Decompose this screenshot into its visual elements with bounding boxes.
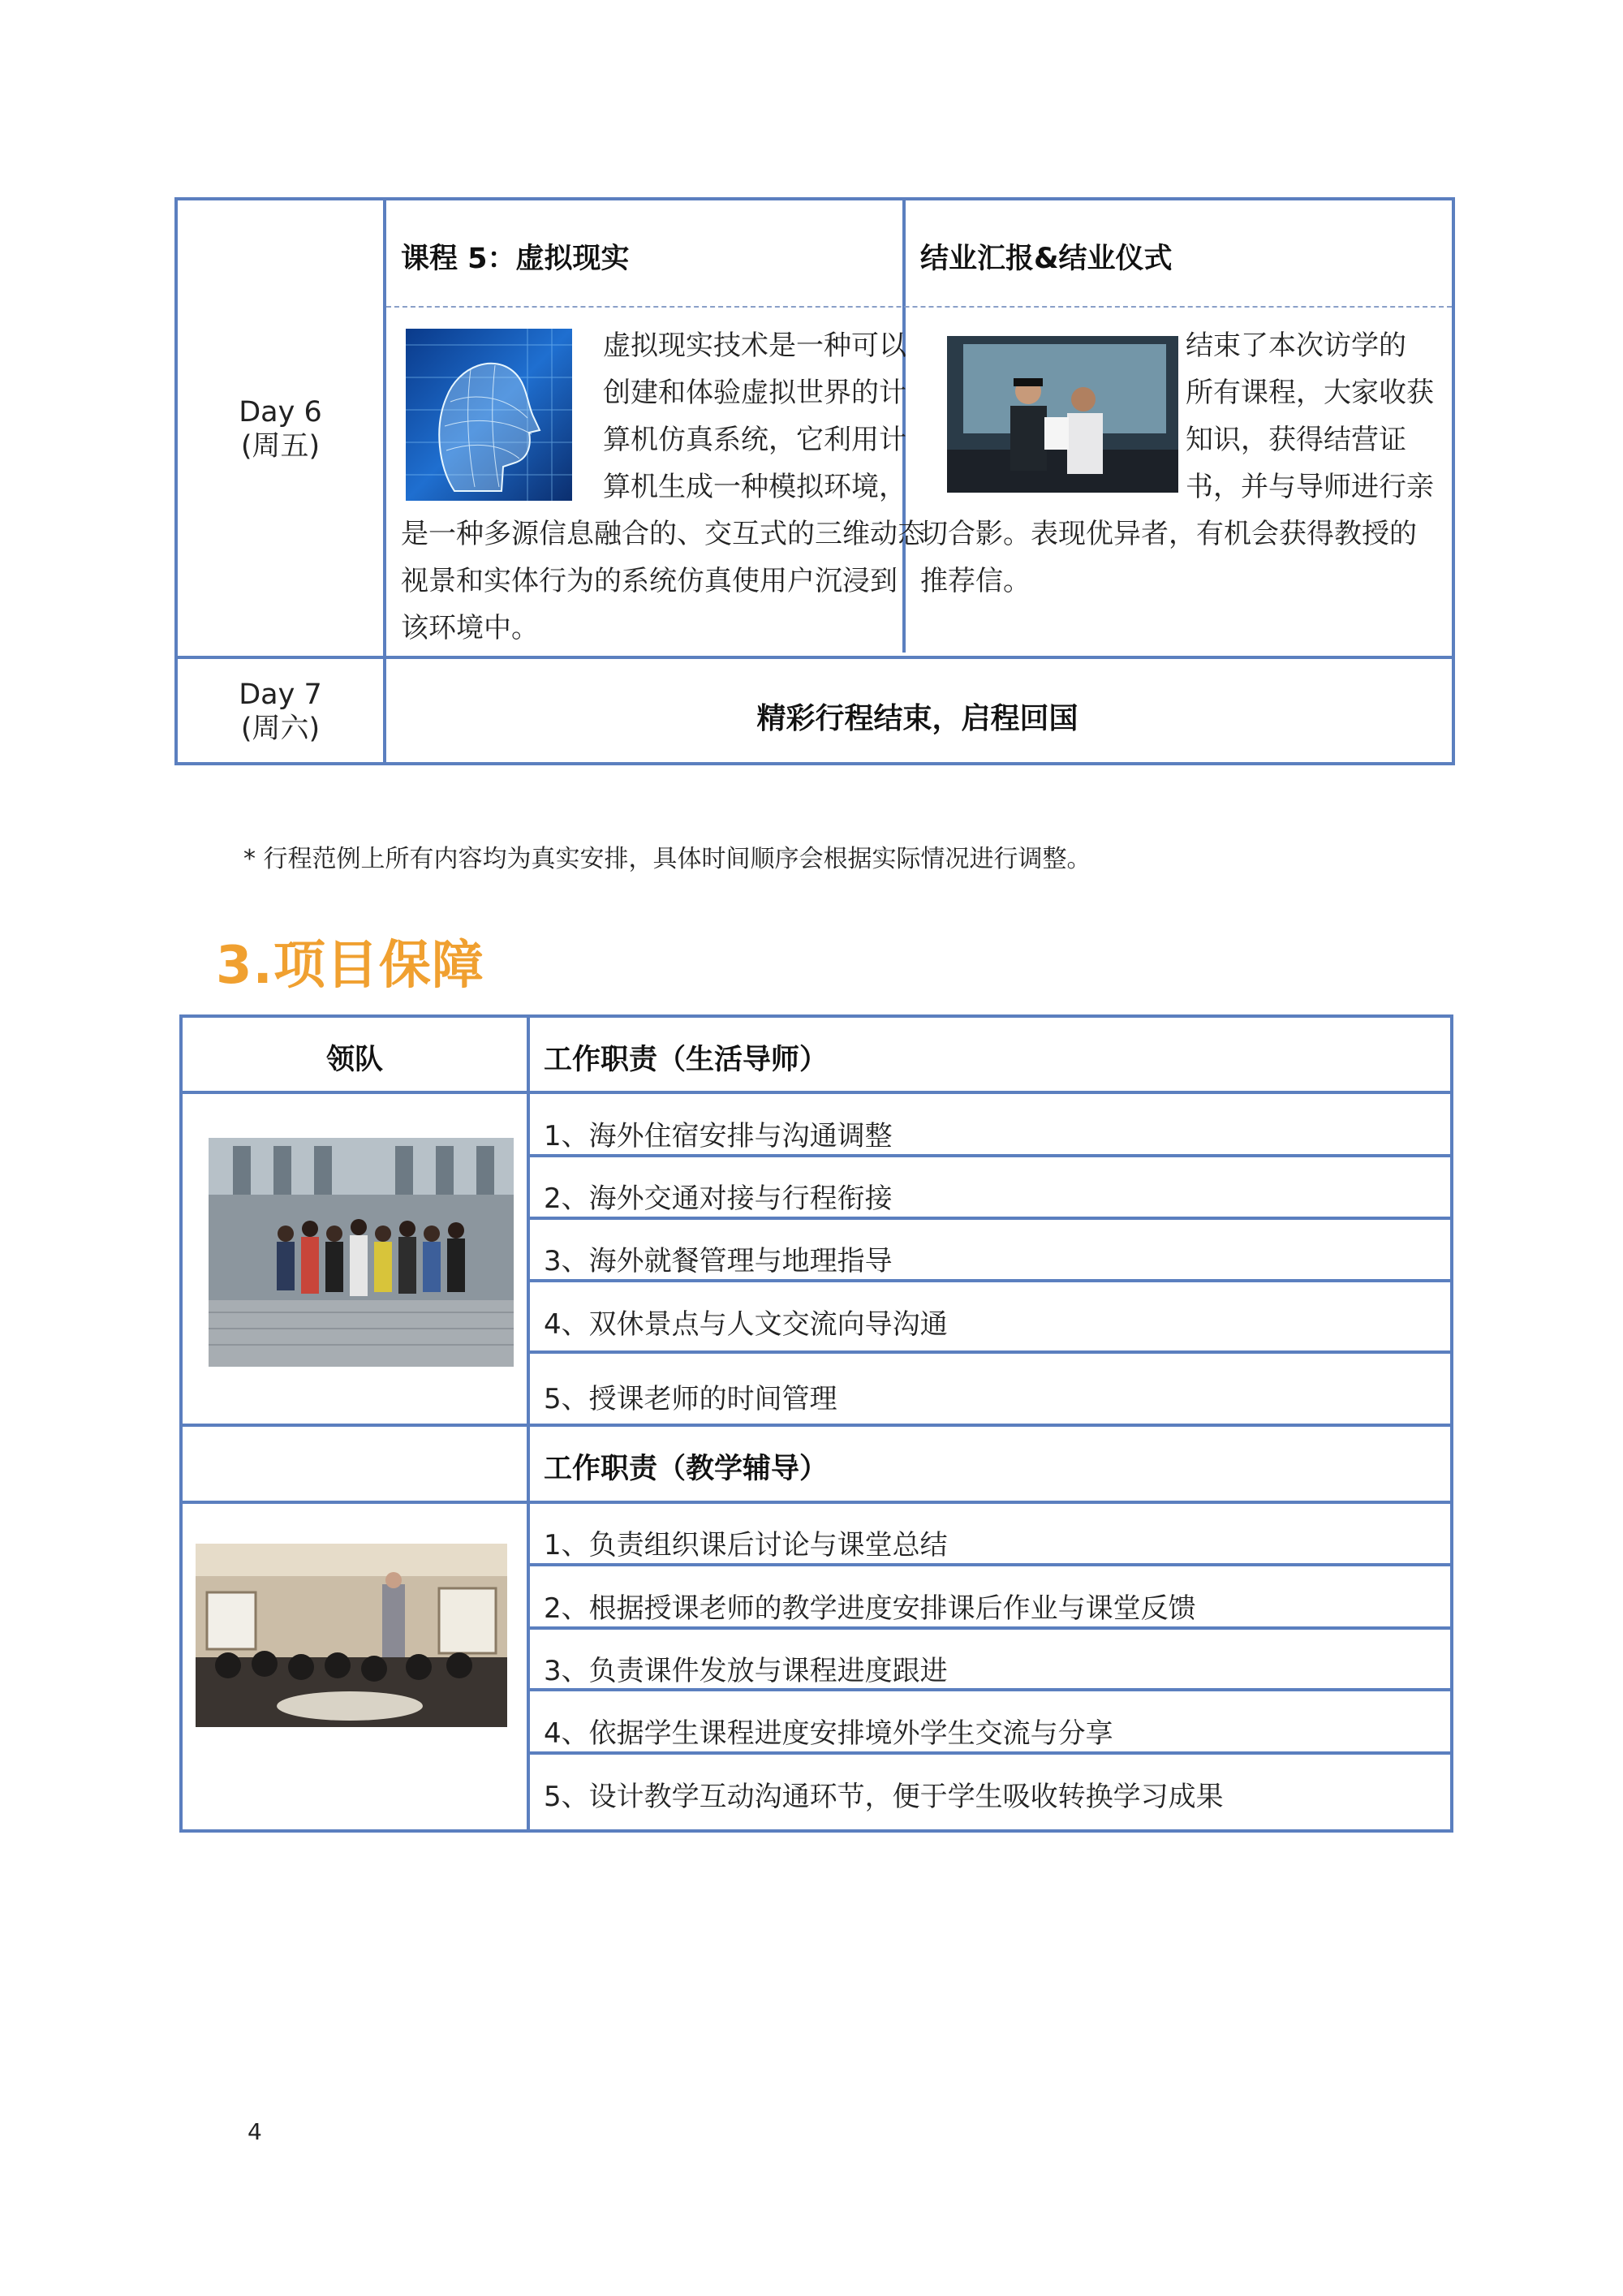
table-divider	[530, 1350, 1450, 1354]
text-line: 算机生成一种模拟环境，	[603, 471, 906, 503]
list-item: 5、授课老师的时间管理	[544, 1383, 837, 1415]
table-divider	[530, 1688, 1450, 1691]
table-divider	[530, 1154, 1450, 1157]
text-line: 所有课程，大家收获	[1186, 377, 1434, 409]
table-divider	[183, 1091, 1450, 1094]
course-title: 课程 5：虚拟现实	[401, 243, 630, 275]
list-item: 1、负责组织课后讨论与课堂总结	[544, 1529, 948, 1562]
ceremony-photo	[947, 336, 1178, 493]
table-divider	[530, 1563, 1450, 1566]
day-number: Day 6	[239, 396, 322, 429]
text-line: 虚拟现实技术是一种可以	[603, 330, 906, 362]
vr-head-image	[406, 329, 572, 501]
list-item: 4、双休景点与人文交流向导沟通	[544, 1308, 948, 1341]
text-line: 是一种多源信息融合的、交互式的三维动态	[401, 518, 925, 550]
classroom-photo	[196, 1544, 507, 1727]
text-line: 知识，获得结营证	[1186, 424, 1406, 456]
col-header-leader: 领队	[325, 1044, 383, 1076]
text-line: 视景和实体行为的系统仿真使用户沉浸到	[401, 565, 898, 597]
list-item: 1、海外住宿安排与沟通调整	[544, 1120, 893, 1152]
day-label	[178, 395, 383, 463]
table-divider	[530, 1626, 1450, 1630]
page-number: 4	[248, 2118, 262, 2145]
day-number: Day 7	[239, 678, 322, 711]
table-divider	[183, 1501, 1450, 1504]
day-weekday: (周六)	[240, 713, 321, 745]
table-divider	[530, 1751, 1450, 1755]
schedule-table	[174, 197, 1455, 765]
table-divider	[383, 200, 386, 762]
group-photo	[209, 1138, 514, 1367]
text-line: 书，并与导师进行亲	[1186, 471, 1434, 503]
table-divider	[386, 306, 1452, 308]
text-line: 切合影。表现优异者，有机会获得教授的	[920, 518, 1417, 550]
col-header-teaching: 工作职责（教学辅导）	[544, 1453, 829, 1485]
schedule-note: * 行程范例上所有内容均为真实安排，具体时间顺序会根据实际情况进行调整。	[243, 845, 1091, 873]
text-line: 该环境中。	[401, 612, 539, 644]
table-divider	[183, 1424, 1450, 1427]
list-item: 4、依据学生课程进度安排境外学生交流与分享	[544, 1717, 1113, 1750]
list-item: 2、海外交通对接与行程衔接	[544, 1182, 893, 1215]
list-item: 3、海外就餐管理与地理指导	[544, 1245, 893, 1277]
col-header-life: 工作职责（生活导师）	[544, 1044, 829, 1076]
list-item: 2、根据授课老师的教学进度安排课后作业与课堂反馈	[544, 1592, 1196, 1625]
course-title: 结业汇报&结业仪式	[920, 243, 1173, 275]
text-line: 算机仿真系统，它利用计	[603, 424, 906, 456]
course-description	[401, 510, 925, 652]
list-item: 5、设计教学互动沟通环节，便于学生吸收转换学习成果	[544, 1781, 1224, 1813]
table-divider	[178, 656, 1452, 659]
ceremony-description	[1186, 322, 1434, 510]
text-line: 结束了本次访学的	[1186, 330, 1406, 362]
section-title: 3.项目保障	[216, 936, 484, 996]
table-divider	[530, 1279, 1450, 1282]
day-label	[178, 678, 383, 746]
guarantee-table	[179, 1014, 1453, 1833]
course-description	[603, 322, 906, 510]
table-divider	[530, 1217, 1450, 1220]
text-line: 创建和体验虚拟世界的计	[603, 377, 906, 409]
list-item: 3、负责课件发放与课程进度跟进	[544, 1655, 948, 1687]
ceremony-description	[920, 510, 1417, 605]
text-line: 推荐信。	[920, 565, 1031, 597]
trip-end-text: 精彩行程结束，启程回国	[756, 702, 1078, 735]
day-weekday: (周五)	[240, 430, 321, 463]
